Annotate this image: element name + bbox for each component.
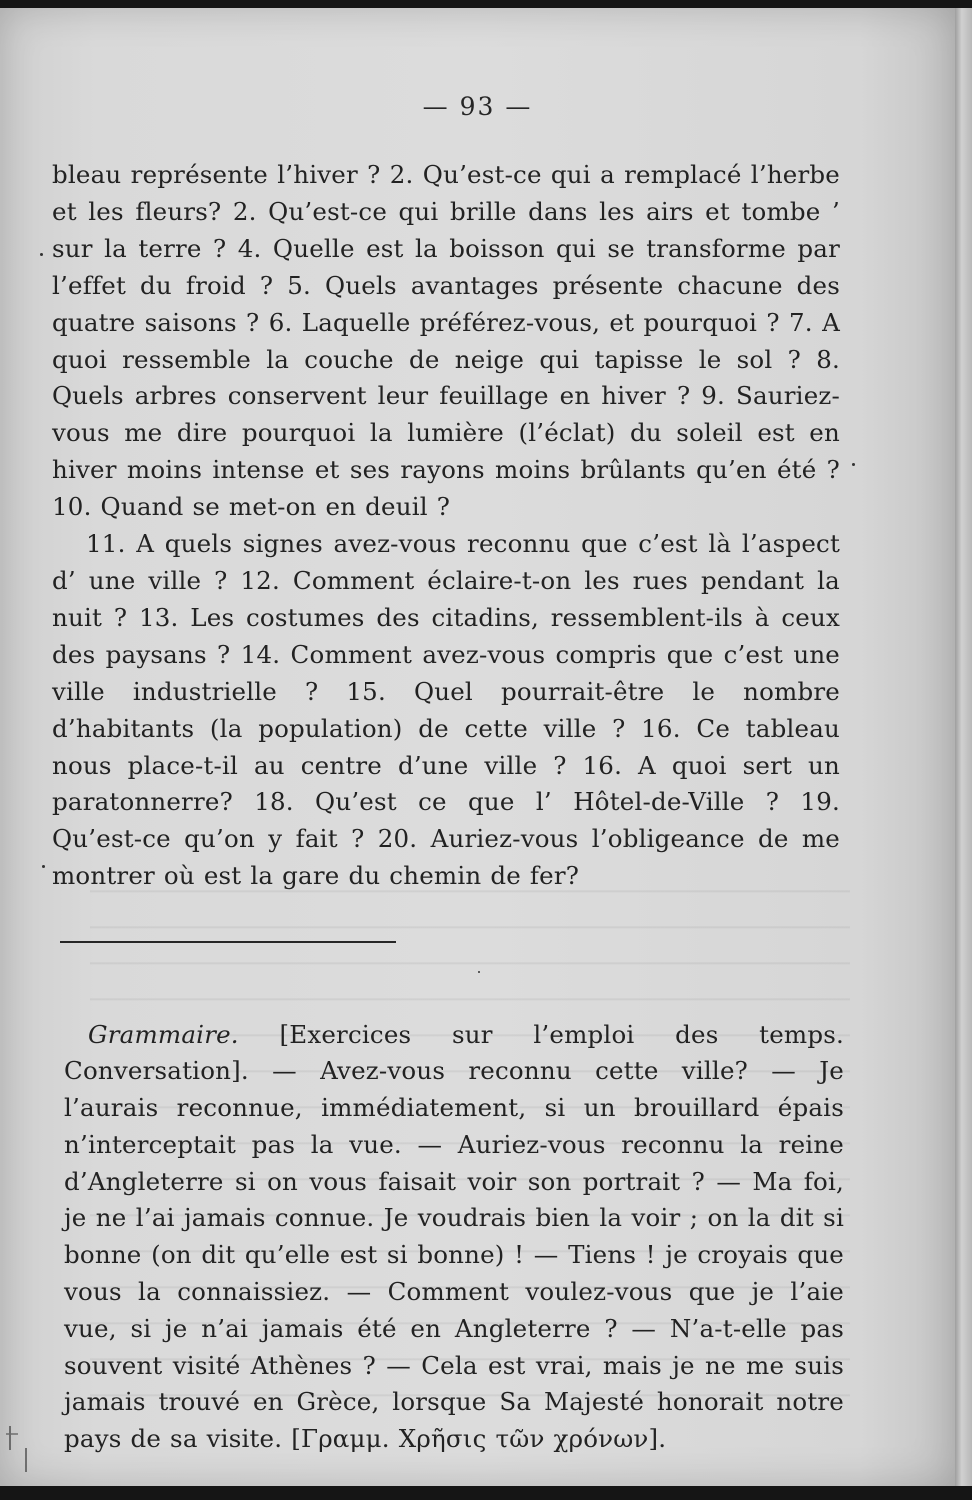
questions-paragraph-2: 11. A quels signes avez-vous reconnu que c’est là l’aspect d’ une ville ? 12. Comment éclaire-t-on les rues pendant la nuit ? 13. Les costumes des citadins, ressemblent-ils à ceux des paysans ? 14. Comment avez-vous compris que c’est une ville industrielle ? 15. Quel pourrait-être le nombre d’habitants (la population) de cette ville ? 16. Ce tableau nous place-t-il au centre d’une ville ? 16. A quoi sert un paratonnerre? 18. Qu’est ce que l’ Hôtel-de-Ville ? 19. Qu’est-ce qu’on y fait ? 20. Auriez-vous l’obligeance de me montrer où est la gare du chemin de fer? bbox=[52, 529, 840, 891]
ink-speck bbox=[42, 865, 45, 868]
ink-speck bbox=[478, 971, 480, 973]
page-edge-shadow bbox=[955, 8, 972, 1486]
grammar-paragraph bbox=[64, 1017, 844, 1459]
questions-block bbox=[52, 157, 840, 895]
ink-speck bbox=[852, 463, 855, 466]
ink-speck bbox=[40, 253, 43, 256]
margin-marks bbox=[4, 1420, 44, 1480]
section-divider bbox=[60, 941, 396, 943]
paper-sheet bbox=[0, 8, 955, 1486]
page-number: — 93 — bbox=[422, 92, 533, 121]
grammar-text: [Exercices sur l’emploi des temps. Conversation]. — Avez-vous reconnu cette ville? — Je l’aurais reconnue, immédiatement, si un brouillard épais n’interceptait pas la vue. — Auriez-vous reconnu la reine d’Angleterre si on vous faisait voir son portrait ? — Ma foi, je ne l’ai jamais connue. Je voudrais bien la voir ; on la dit si bonne (on dit qu’elle est si bonne) ! — Tiens ! je croyais que vous la connaissiez. — Comment voulez-vous que je l’aie vue, si je n’ai jamais été en Angleterre ? — N’a-t-elle pas souvent visité Athènes ? — Cela est vrai, mais je ne me suis jamais trouvé en Grèce, lorsque Sa Majesté honorait notre pays de sa visite. [Γραμμ. Χρῆσις τῶν χρόνων]. bbox=[64, 1019, 844, 1454]
questions-paragraph-1: bleau représente l’hiver ? 2. Qu’est-ce qui a remplacé l’herbe et les fleurs? 2. Qu’est-ce qui brille dans les airs et tombe ’ sur la terre ? 4. Quelle est la boisson qui se transforme par l’effet du froid ? 5. Quels avantages présente chacune des quatre saisons ? 6. Laquelle préférez-vous, et pourquoi ? 7. A quoi ressemble la couche de neige qui tapisse le sol ? 8. Quels arbres conservent leur feuillage en hiver ? 9. Sauriez-vous me dire pourquoi la lumière (l’éclat) du soleil est en hiver moins intense et ses rayons moins brûlants qu’en été ? 10. Quand se met-on en deuil ? bbox=[52, 160, 840, 522]
grammar-label: Grammaire. bbox=[88, 1019, 239, 1049]
